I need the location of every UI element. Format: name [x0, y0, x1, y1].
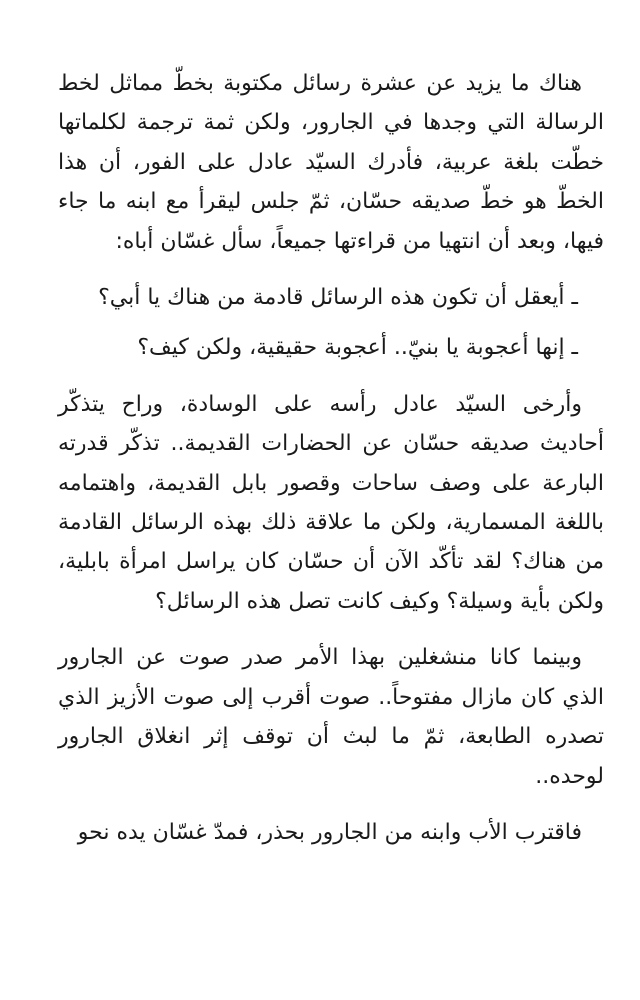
paragraph-drawer-sound: وبينما كانا منشغلين بهذا الأمر صدر صوت عن الجارور الذي كان مازال مفتوحاً.. صوت أقرب إلى صوت الأزيز الذي تصدره الطابعة، ثمّ ما لبث أن توقف إثر انغلاق الجارور لوحده.. — [58, 645, 604, 789]
dialogue-father-answer: ـ إنها أعجوبة يا بنيّ.. أعجوبة حقيقية، ولكن كيف؟ — [137, 335, 578, 361]
paragraph-approach-drawer: فاقترب الأب وابنه من الجارور بحذر، فمدّ غسّان يده نحو — [77, 819, 582, 845]
paragraph-father-remembers: وأرخى السيّد عادل رأسه على الوسادة، وراح يتذكّر أحاديث صديقه حسّان عن الحضارات القديمة.. تذكّر قدرته البارعة على وصف ساحات وقصور بابل القديمة، واهتمامه باللغة المسمارية، ولكن ما علاقة ذلك بهذه الرسائل القادمة من هناك؟ لقد تأكّد الآن أن حسّان كان يراسل امرأة بابلية، ولكن بأية وسيلة؟ وكيف كانت تصل هذه الرسائل؟ — [58, 391, 604, 614]
paragraph-letters-found: هناك ما يزيد عن عشرة رسائل مكتوبة بخطّ مماثل لخط الرسالة التي وجدها في الجارور، ولكن ثمة ترجمة لكلماتها خطّت بلغة عربية، فأدرك السيّد عادل على الفور، أن هذا الخطّ هو خطّ صديقه حسّان، ثمّ جلس ليقرأ مع ابنه ما جاء فيها، وبعد أن انتهيا من قراءتها جميعاً، سأل غسّان أباه: — [58, 71, 604, 254]
dialogue-ghassan-question: ـ أيعقل أن تكون هذه الرسائل قادمة من هناك يا أبي؟ — [98, 285, 578, 311]
